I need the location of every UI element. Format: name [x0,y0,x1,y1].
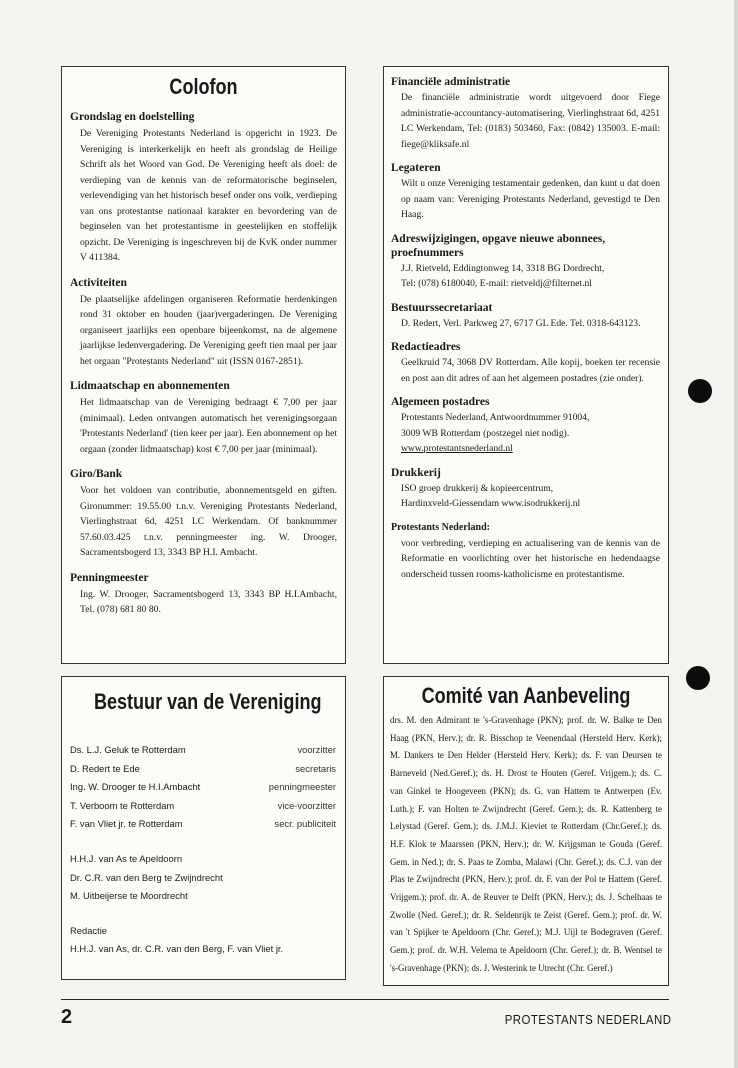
contact-info-box [383,66,669,664]
info-section [391,521,660,583]
section-line: ISO groep drukkerij & kopieercentrum, [401,482,554,494]
section-line: 3009 WB Rotterdam (postzegel niet nodig). [401,427,570,439]
bestuur-title: Bestuur van de Vereniging [93,689,322,714]
section-text: De financiële administratie wordt uitgevoerd door Fiege administratie-accountancy-automatisering, Vierlinghstraat 6d, 4251 LC Werkendam, Tel: (0183) 503460, Fax: (0842) 135003. E-mail: fiege@kliksafe.nl [401,92,660,150]
colofon-section [70,276,337,370]
colofon-box [61,66,346,664]
section-line: Hardinxveld-Giessendam www.isodrukkerij.nl [401,498,581,509]
section-text: Ing. W. Drooger, Sacramentsbogerd 13, 3343 BP H.I.Ambacht, Tel. (078) 681 80 80. [80,588,337,615]
bestuur-box [61,676,346,980]
section-text: Geelkruid 74, 3068 DV Rotterdam. Alle kopij, boeken ter recensie en post aan dit adres of aan het algemeen postadres (zie onder). [401,357,660,384]
member-name: D. Redert te Ede [70,762,140,774]
section-text: Voor het voldoen van contributie, abonnementsgeld en giften. Gironummer: 19.55.00 t.n.v. Vereniging Protestants Nederland, Vierlinghstraat 6d, 4251 LC Werkendam. Of banknummer 57.60.03.425 t.n.v. penningmeester ing. W. Drooger, Sacramentsbogerd 13, 3343 BP H.I. Ambacht. [80,485,337,558]
colofon-section [70,571,337,618]
info-section [391,340,660,386]
member-role: secr. publiciteit [274,818,336,830]
info-section [391,466,660,512]
info-section [391,301,660,332]
colofon-section [70,379,337,457]
info-section [391,232,660,292]
member-name: T. Verboom te Rotterdam [70,799,175,811]
website-link[interactable]: www.protestantsnederland.nl [401,443,513,454]
section-line: Tel: (078) 6180040, E-mail: rietveldj@filternet.nl [401,278,592,289]
masthead: PROTESTANTS NEDERLAND [504,1012,671,1027]
section-text: Wilt u onze Vereniging testamentair gedenken, dan kunt u dat doen op naam van: Vereniging Protestants Nederland, gevestigd te Den Haag. [401,178,660,220]
board-member-row [70,760,336,779]
redactie-members: H.H.J. van As, dr. C.R. van den Berg, F. van Vliet jr. [70,943,284,955]
section-heading: Redactieadres [391,341,461,353]
board-member-line: M. Uitbeijerse te Moordrecht [70,890,188,902]
page-number: 2 [61,1006,73,1028]
section-heading: Protestants Nederland: [391,521,490,533]
website-link-line [391,441,660,457]
member-name: Ing. W. Drooger te H.I.Ambacht [70,781,201,793]
colofon-title: Colofon [169,74,238,99]
page-edge [734,0,738,1068]
comite-text: drs. M. den Admirant te 's-Gravenhage (PKN); prof. dr. W. Balke te Den Haag (PKN, Herv.); dr. R. Bisschop te Veenendaal (Hersteld Herv. Kerk); M. Dankers te Den Helder (Hersteld Herv. Kerk); ds. F. van Deursen te Barneveld (Ned.Geref.); ds. H. Drost te Houten (Geref. Vrijgem.); ds. C. van Ginkel te Hoogeveen (PKN); ds. G. van Hattem te Antwerpen (Ev. Luth.); F. van Holten te Zwijndrecht (Geref. Gem.); ds. R. Kattenberg te Lelystad (Geref. Gem.); ds. J.M.J. Kieviet te Rotterdam (Chr.Geref.); ds. H.F. Klok te Maarssen (PKN, Herv.); dr. W. Krijgsman te Gouda (Geref. Gem. in Ned.); dr. S. Paas te Zomba, Malawi (Chr. Geref.); ds. C.J. van der Plas te Zwijndrecht (PKN, Herv.); prof. dr. F. van der Pol te Hattem (Geref. Vrijgem.); prof. dr. A. de Reuver te Delft (PKN, Herv.); ds. J. Schelhaas te Zwolle (Ned. Geref.); dr. R. Seldenrijk te Zeist (Geref. Gem.); prof. dr. W. van 't Spijker te Apeldoorn (Chr. Geref.); M.J. Uijl te Bodegraven (Geref. Gem.); prof. dr. W.H. Velema te Apeldoorn (Chr. Geref.); dr. B. Wentsel te 's-Gravenhage (PKN); ds. J. Westerink te Utrecht (Chr. Geref.) [390,715,662,973]
section-heading: Algemeen postadres [391,396,490,408]
section-heading: Grondslag en doelstelling [70,111,195,123]
section-line: Protestants Nederland, Antwoordnummer 91004, [401,412,590,423]
section-heading: Activiteiten [70,276,127,289]
section-text: voor verbreding, verdieping en actualisering van de kennis van de Reformatie en voorlichting over het historische en hedendaagse onderscheid tussen rooms-katholicisme en protestantisme. [401,537,660,580]
member-role: voorzitter [297,744,336,755]
section-heading: Legateren [391,162,441,174]
board-member-row [70,815,336,834]
board-member-row [70,741,336,760]
board-member-row [70,797,336,816]
member-role: penningmeester [268,781,336,793]
section-text: D. Redert, Verl. Parkweg 27, 6717 GL Ede. Tel. 0318-643123. [401,317,641,329]
section-heading: Financiële administratie [391,76,511,88]
section-heading: Bestuurssecretariaat [391,301,493,314]
section-line: J.J. Rietveld, Eddingtonweg 14, 3318 BG Dordrecht, [401,262,605,274]
section-text: De plaatselijke afdelingen organiseren Reformatie herdenkingen rond 31 oktober en houden (jaar)vergaderingen. De Vereniging organiseert jaarlijks een openbare bijeenkomst, na de algemene jaarlijkse ledenvergadering. De Vereniging geeft tien maal per jaar het orgaan "Protestants Nederland" uit (ISSN 0167-2851). [80,293,337,367]
member-name: Ds. L.J. Geluk te Rotterdam [70,744,186,755]
section-heading: Giro/Bank [70,468,123,480]
comite-box [383,676,669,986]
section-heading: Drukkerij [391,466,441,479]
member-role: vice-voorzitter [277,799,336,811]
section-heading: Penningmeester [70,571,149,584]
section-text: De Vereniging Protestants Nederland is opgericht in 1923. De Vereniging is interkerkelijk en heeft als grondslag de Heilige Schrift als het Woord van God. De Vereniging heeft als doel: de verdieping van de kennis van de reformatorische beginselen, verlevendiging van het historisch besef onder ons volk, verdieping van ons protestantse nationaal karakter en bevordering van de beginselen van het protestantisme in geestelijken en stoffelijk opzicht. De Vereniging is ingeschreven bij de KvK onder nummer V 411384. [80,128,337,263]
board-member-row [70,778,336,797]
info-section [391,395,660,457]
redactie-label: Redactie [70,924,108,936]
board-member-line: H.H.J. van As te Apeldoorn [70,852,183,864]
comite-title: Comité van Aanbeveling [421,683,631,708]
info-section [391,75,660,152]
punch-hole-bottom [686,666,710,690]
section-heading: Adreswijzigingen, opgave nieuwe abonnees, proefnummers [391,232,606,259]
section-text: Het lidmaatschap van de Vereniging bedraagt € 7,00 per jaar (minimaal). Leden ontvangen automatisch het verenigingsorgaan 'Protestants Nederland' (tien keer per jaar). Een abonnement op het orgaan (zonder lidmaatschap) kost € 7,00 per jaar (minimaal). [80,397,337,455]
section-heading: Lidmaatschap en abonnementen [70,380,230,392]
punch-hole-top [688,379,712,403]
colofon-section [70,110,337,266]
colofon-section [70,467,337,561]
board-member-line: Dr. C.R. van den Berg te Zwijndrecht [70,871,223,883]
info-section [391,161,660,223]
footer-rule [61,999,669,1000]
member-name: F. van Vliet jr. te Rotterdam [70,818,183,830]
member-role: secretaris [295,762,336,774]
